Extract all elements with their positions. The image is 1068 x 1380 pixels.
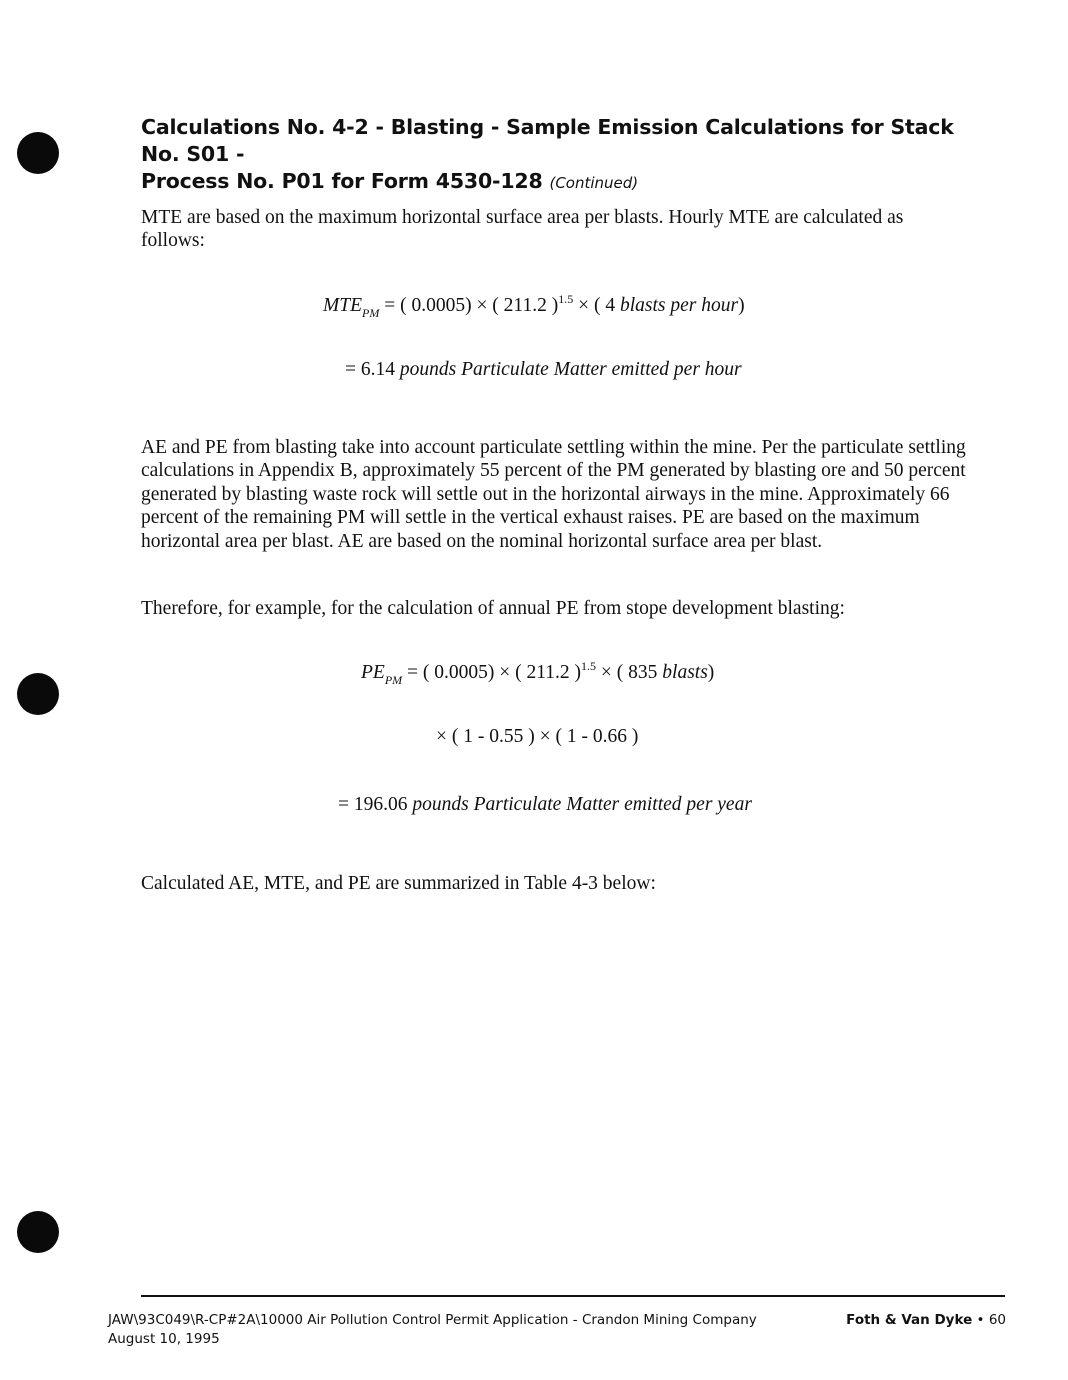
binder-hole-bottom	[17, 1211, 59, 1253]
equation-pe-rhs-a: = ( 0.0005) × ( 211.2 )	[402, 662, 582, 683]
equation-mte-rhs-a: = ( 0.0005) × ( 211.2 )	[379, 295, 559, 316]
equation-pe-rhs-b: × ( 835	[596, 662, 663, 683]
section-heading	[141, 114, 971, 197]
equation-mte-lhs-subscript: PM	[362, 306, 380, 320]
equation-mte-units: blasts per hour	[619, 295, 739, 316]
footer-page-number: 60	[988, 1312, 1006, 1328]
footer-company: Foth & Van Dyke	[846, 1312, 973, 1328]
equation-pe-lhs-subscript: PM	[384, 673, 403, 687]
heading-line-2	[141, 168, 971, 197]
binder-hole-middle	[17, 673, 59, 715]
footer-left	[108, 1311, 757, 1349]
equation-mte-exponent: 1.5	[558, 292, 574, 306]
paragraph-summary: Calculated AE, MTE, and PE are summarized in Table 4-3 below:	[141, 873, 656, 894]
equation-pe-result-text: pounds Particulate Matter emitted per year	[412, 794, 752, 815]
equation-pe-close: )	[707, 662, 715, 683]
equation-mte-result-text: pounds Particulate Matter emitted per hour	[399, 359, 742, 380]
equation-mte-close: )	[738, 295, 745, 316]
footer-right	[846, 1311, 1006, 1330]
footer-date: August 10, 1995	[108, 1331, 220, 1347]
heading-line-2-text: Process No. P01 for Form 4530-128	[141, 169, 543, 193]
footer-document-id: JAW\93C049\R-CP#2A\10000 Air Pollution Control Permit Application - Crandon Mining Company	[108, 1312, 757, 1328]
paragraph-settling: AE and PE from blasting take into account particulate settling within the mine. Per the particulate settling calculations in Appendix B, approximately 55 percent of the PM generated by blasting ore and 50 percent generated by blasting waste rock will settle out in the horizontal airways in the mine. Approximately 66 percent of the remaining PM will settle in the vertical exhaust raises. PE are based on the maximum horizontal area per blast. AE are based on the nominal horizontal surface area per blast.	[141, 437, 966, 552]
equation-mte-lhs: MTE	[323, 295, 362, 316]
footer-rule	[141, 1295, 1005, 1297]
binder-hole-top	[17, 132, 59, 174]
equation-mte-rhs-b: × ( 4	[573, 295, 620, 316]
paragraph-mte-intro: MTE are based on the maximum horizontal surface area per blasts. Hourly MTE are calculated as follows:	[141, 207, 904, 252]
equation-pe-lhs: PE	[361, 662, 385, 683]
equation-pe-line-2: × ( 1 - 0.55 ) × ( 1 - 0.66 )	[436, 726, 639, 747]
equation-pe-result-value: = 196.06	[338, 794, 413, 815]
equation-mte-result	[345, 359, 742, 381]
equation-mte-result-value: = 6.14	[345, 359, 400, 380]
equation-mte	[323, 292, 745, 321]
equation-pe-units: blasts	[662, 662, 708, 683]
heading-continued: (Continued)	[549, 174, 639, 192]
equation-pe-exponent: 1.5	[581, 659, 597, 673]
heading-line-1: Calculations No. 4-2 - Blasting - Sample Emission Calculations for Stack No. S01 -	[141, 115, 954, 166]
paragraph-example-intro: Therefore, for example, for the calculation of annual PE from stope development blasting:	[141, 598, 845, 619]
equation-pe-result	[338, 794, 752, 816]
footer-separator: •	[972, 1312, 989, 1328]
equation-pe	[361, 659, 714, 688]
